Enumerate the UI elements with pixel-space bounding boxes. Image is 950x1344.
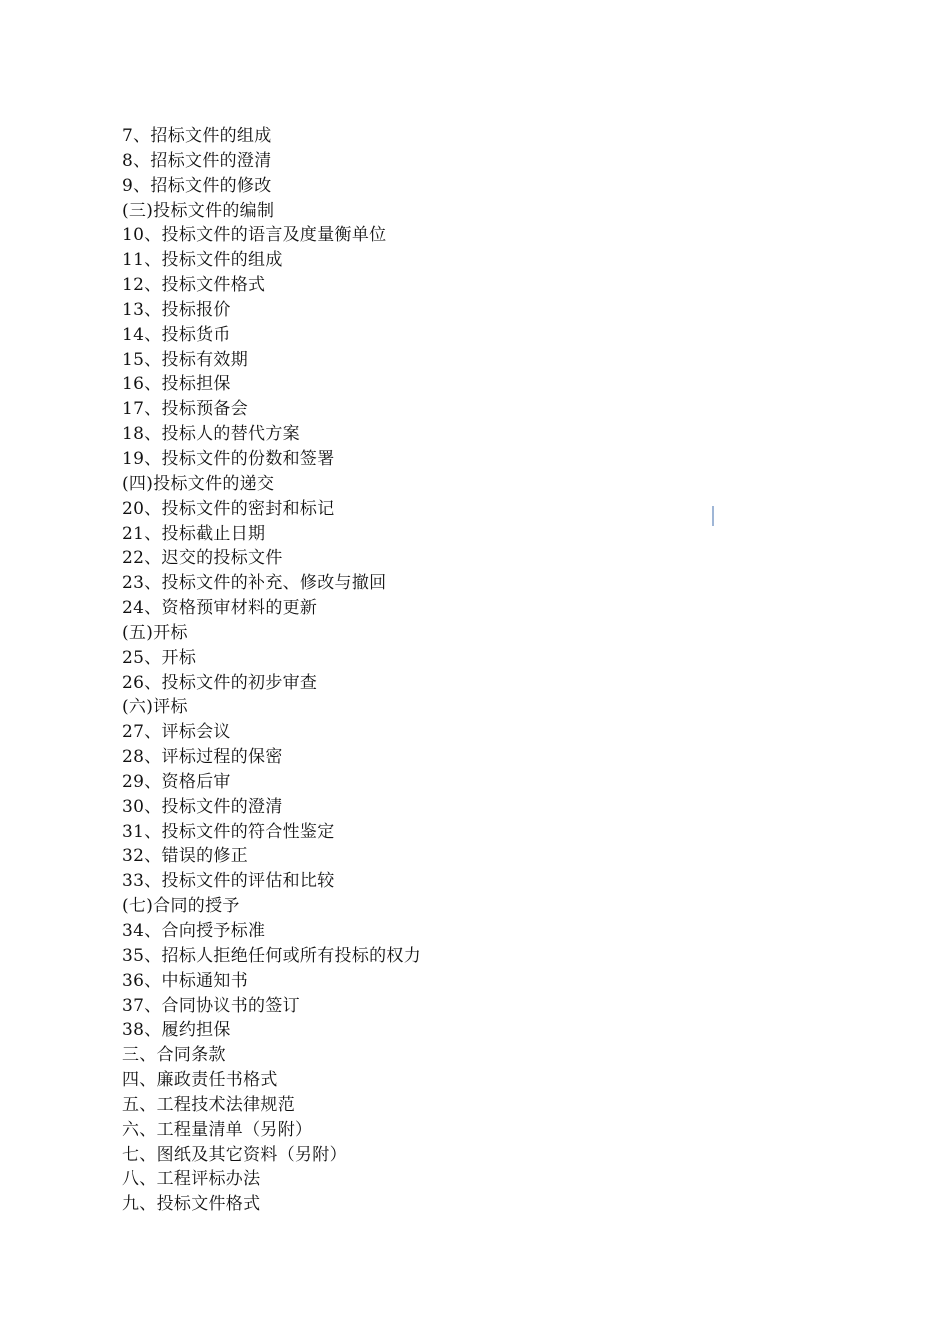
toc-item: 16、投标担保 [122, 374, 231, 395]
toc-item: 17、投标预备会 [122, 399, 249, 420]
toc-item: 18、投标人的替代方案 [122, 424, 300, 445]
toc-chapter-heading: 四、廉政责任书格式 [122, 1070, 278, 1091]
toc-chapter-heading: 九、投标文件格式 [122, 1194, 261, 1215]
toc-item: 24、资格预审材料的更新 [122, 598, 318, 619]
toc-item: 11、投标文件的组成 [122, 250, 283, 271]
toc-section-heading: (六)评标 [122, 697, 188, 718]
toc-chapter-heading: 八、工程评标办法 [122, 1169, 261, 1190]
text-cursor [712, 506, 714, 526]
toc-item: 30、投标文件的澄清 [122, 796, 283, 817]
toc-chapter-heading: 六、工程量清单（另附） [122, 1119, 313, 1140]
toc-item: 13、投标报价 [122, 299, 231, 320]
toc-item: 21、投标截止日期 [122, 523, 266, 544]
toc-item: 7、招标文件的组成 [122, 126, 272, 146]
toc-section-heading: (四)投标文件的递交 [122, 473, 275, 494]
toc-item: 32、错误的修正 [122, 846, 249, 867]
toc-section-heading: (五)开标 [122, 622, 188, 643]
toc-item: 36、中标通知书 [122, 970, 249, 991]
toc-item: 26、投标文件的初步审查 [122, 672, 318, 693]
toc-chapter-heading: 三、合同条款 [122, 1045, 226, 1066]
toc-item: 12、投标文件格式 [122, 275, 266, 296]
toc-item: 15、投标有效期 [122, 349, 249, 370]
toc-item: 14、投标货币 [122, 324, 231, 345]
toc-item: 23、投标文件的补充、修改与撤回 [122, 573, 387, 594]
toc-item: 37、合同协议书的签订 [122, 995, 300, 1016]
toc-item: 20、投标文件的密封和标记 [122, 498, 335, 519]
toc-item: 22、迟交的投标文件 [122, 548, 283, 569]
toc-item: 8、招标文件的澄清 [122, 150, 272, 171]
toc-item: 29、资格后审 [122, 771, 231, 792]
toc-item: 27、评标会议 [122, 722, 231, 743]
toc-item: 33、投标文件的评估和比较 [122, 871, 335, 892]
toc-section-heading: (七)合同的授予 [122, 896, 240, 917]
toc-item: 31、投标文件的符合性鉴定 [122, 821, 335, 842]
toc-item: 9、招标文件的修改 [122, 175, 272, 196]
toc-item: 35、招标人拒绝任何或所有投标的权力 [122, 945, 422, 966]
toc-item: 19、投标文件的份数和签署 [122, 448, 335, 469]
toc-item: 10、投标文件的语言及度量衡单位 [122, 225, 387, 246]
toc-item: 38、履约担保 [122, 1020, 231, 1041]
toc-item: 34、合向授予标准 [122, 921, 266, 941]
table-of-contents [122, 124, 421, 1217]
toc-chapter-heading: 五、工程技术法律规范 [122, 1094, 295, 1115]
toc-section-heading: (三)投标文件的编制 [122, 200, 275, 221]
toc-chapter-heading: 七、图纸及其它资料（另附） [122, 1144, 347, 1165]
toc-item: 25、开标 [122, 647, 197, 668]
toc-item: 28、评标过程的保密 [122, 747, 283, 768]
